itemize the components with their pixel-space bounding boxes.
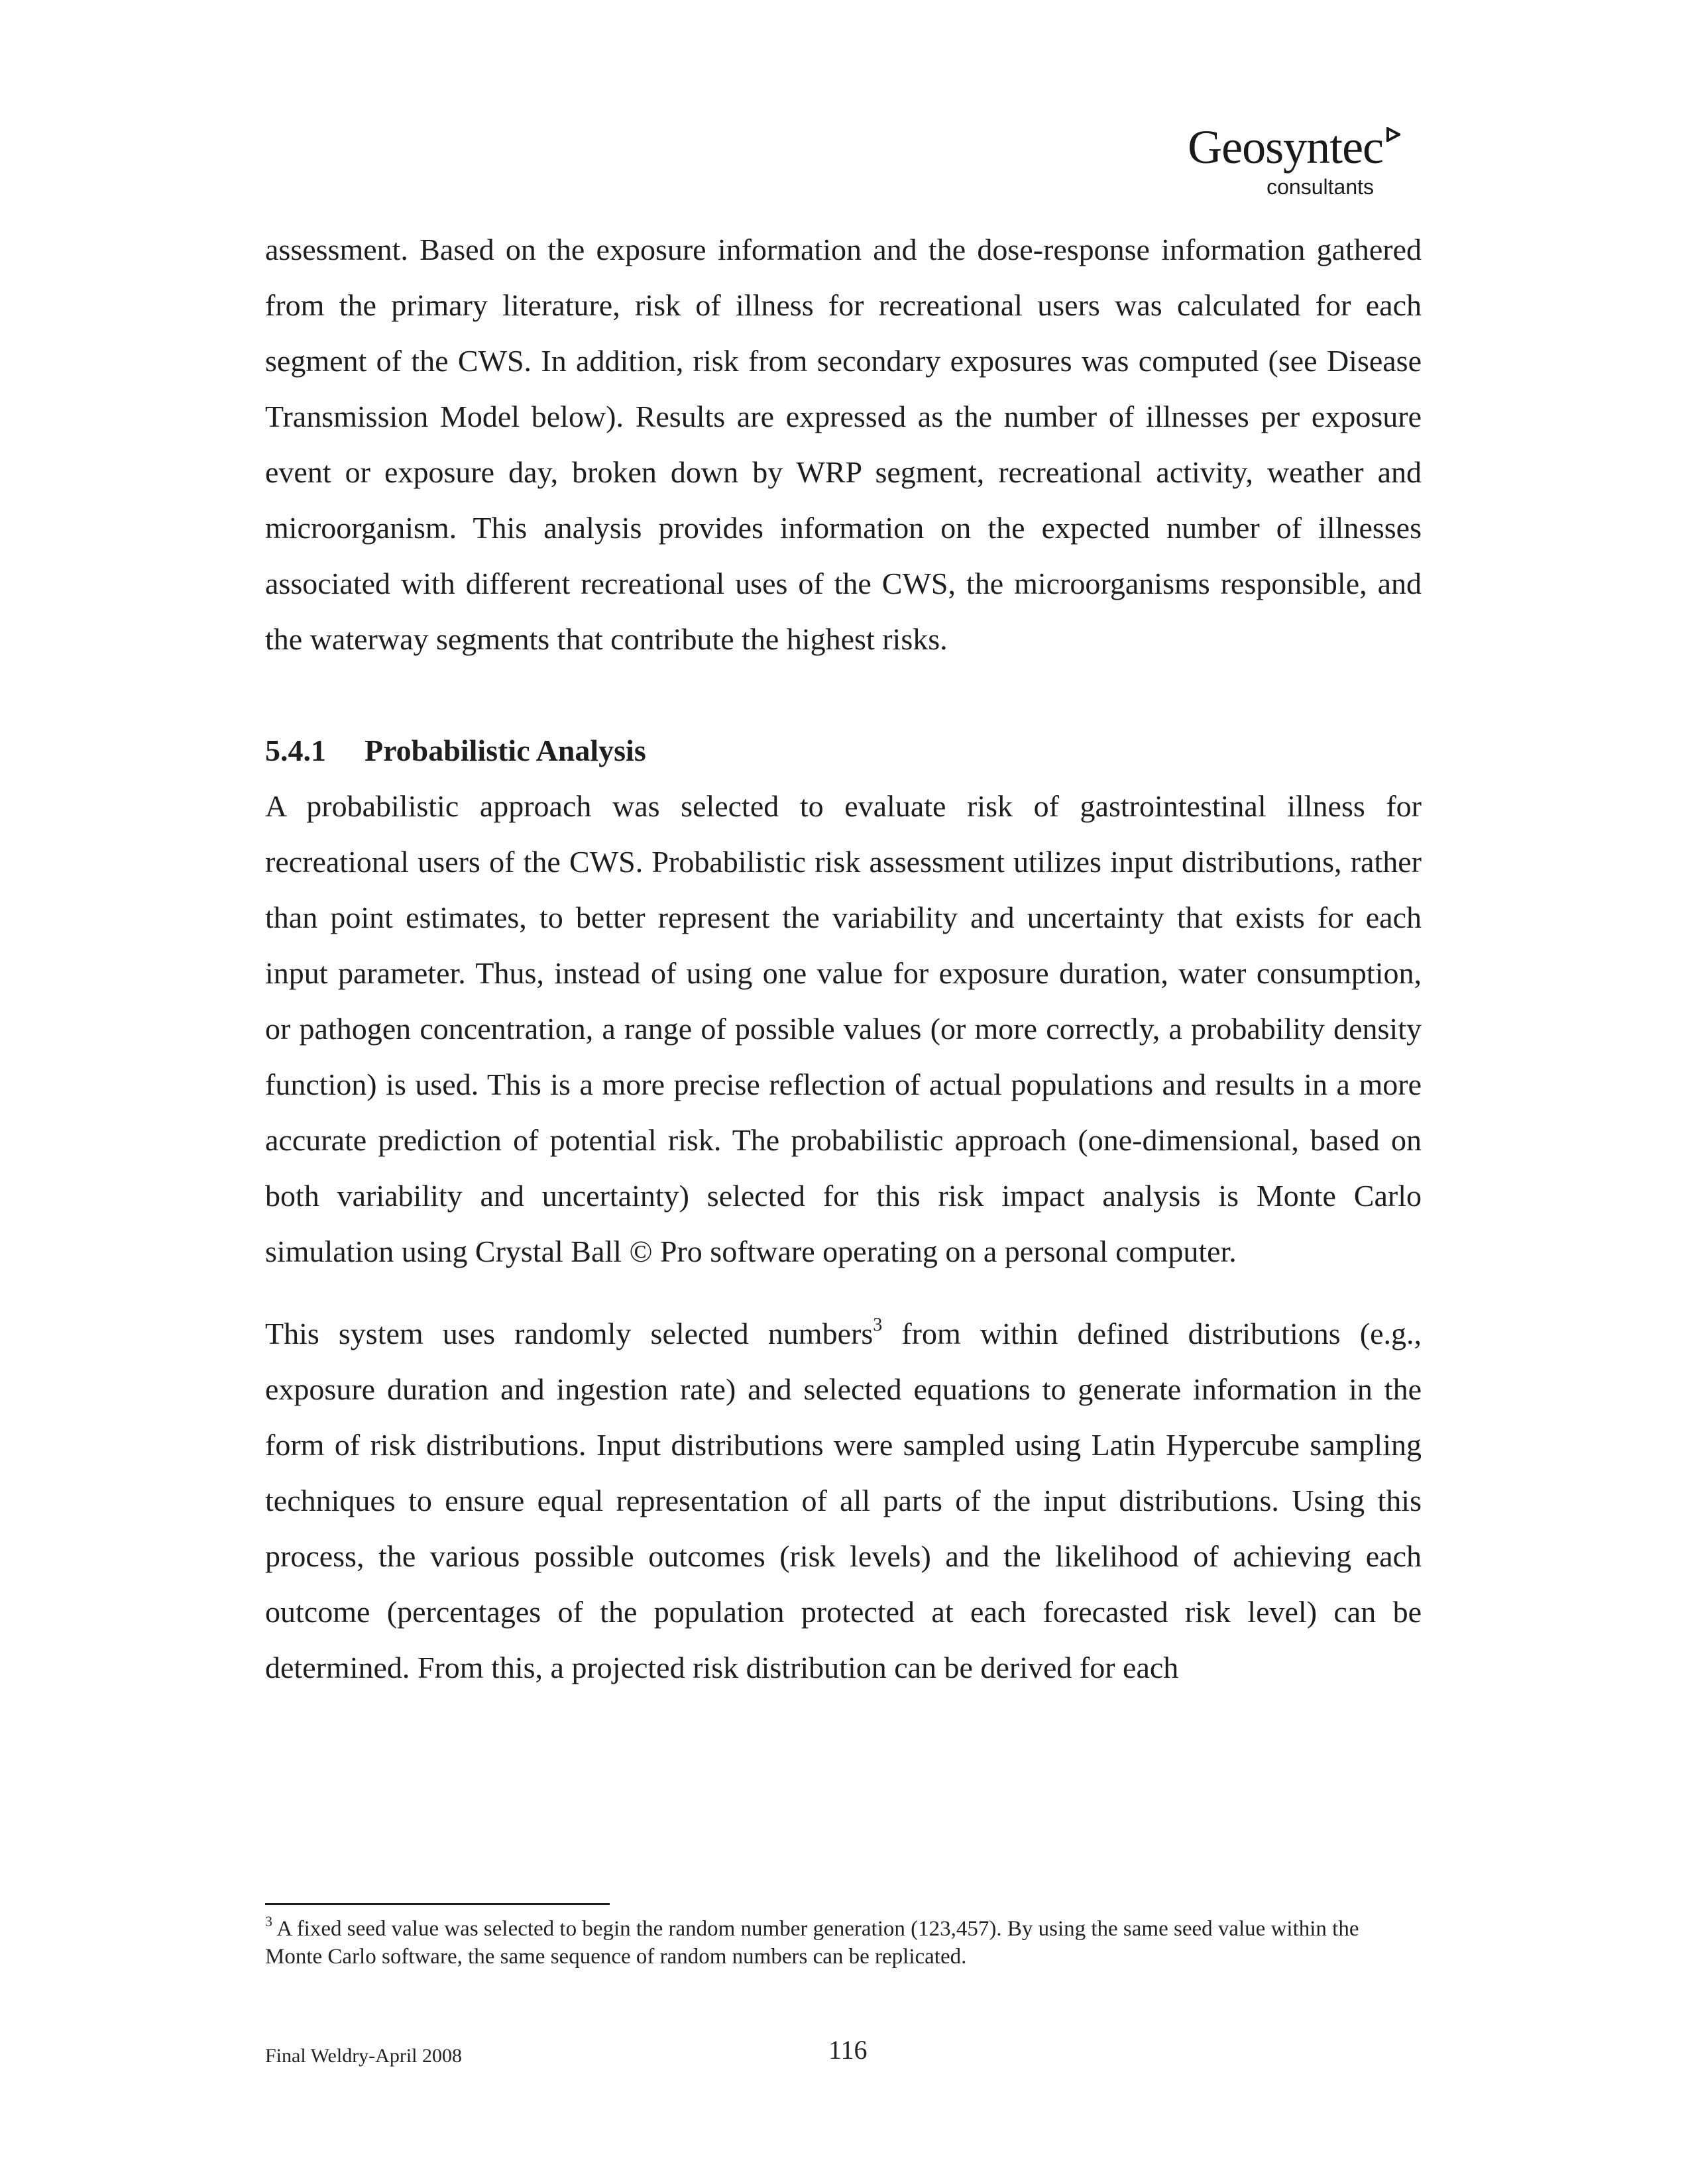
footer-document-label: Final Weldry-April 2008 [265,2045,462,2067]
logo-triangle-icon [1386,127,1400,142]
footnote-text: A fixed seed value was selected to begin the random number generation (123,457). By using the same seed value within the Monte Carlo software, the same sequence of random numbers can be replicated. [265,1917,1359,1969]
paragraph-system [265,1306,1422,1696]
footnote-reference: 3 [873,1314,883,1335]
company-logo [1188,121,1400,199]
paragraph-system-start: This system uses randomly selected numbers [265,1317,873,1350]
page-number: 116 [828,2035,868,2065]
footnote [265,1915,1392,1971]
logo-subtitle: consultants [1266,175,1374,199]
paragraph-system-rest: from within defined distributions (e.g., exposure duration and ingestion rate) and selected equations to generate information in the form of risk distributions. Input distributions were sampled using Latin Hypercube sampling techniques to ensure equal representation of all parts of the input distributions. Using this process, the various possible outcomes (risk levels) and the likelihood of achieving each outcome (percentages of the population protected at each forecasted risk level) can be determined. From this, a projected risk distribution can be derived for each [265,1317,1422,1684]
page-body [265,222,1422,1696]
footnote-divider [265,1903,610,1905]
footnote-marker: 3 [265,1913,272,1930]
section-number: 5.4.1 [265,734,326,767]
logo-name: Geosyntec [1188,121,1383,174]
paragraph-assessment: assessment. Based on the exposure information and the dose-response information gathered from the primary literature, risk of illness for recreational users was calculated for each segment of the CWS. In addition, risk from secondary exposures was computed (see Disease Transmission Model below). Results are expressed as the number of illnesses per exposure event or exposure day, broken down by WRP segment, recreational activity, weather and microorganism. This analysis provides information on the expected number of illnesses associated with different recreational uses of the CWS, the microorganisms responsible, and the waterway segments that contribute the highest risks. [265,233,1422,656]
paragraph-probabilistic-approach: A probabilistic approach was selected to evaluate risk of gastrointestinal illness for recreational users of the CWS. Probabilistic risk assessment utilizes input distributions, rather than point estimates, to better represent the variability and uncertainty that exists for each input parameter. Thus, instead of using one value for exposure duration, water consumption, or pathogen concentration, a range of possible values (or more correctly, a probability density function) is used. This is a more precise reflection of actual populations and results in a more accurate prediction of potential risk. The probabilistic approach (one-dimensional, based on both variability and uncertainty) selected for this risk impact analysis is Monte Carlo simulation using Crystal Ball © Pro software operating on a personal computer. [265,789,1422,1268]
section-heading [265,723,1422,779]
section-title: Probabilistic Analysis [365,734,646,767]
